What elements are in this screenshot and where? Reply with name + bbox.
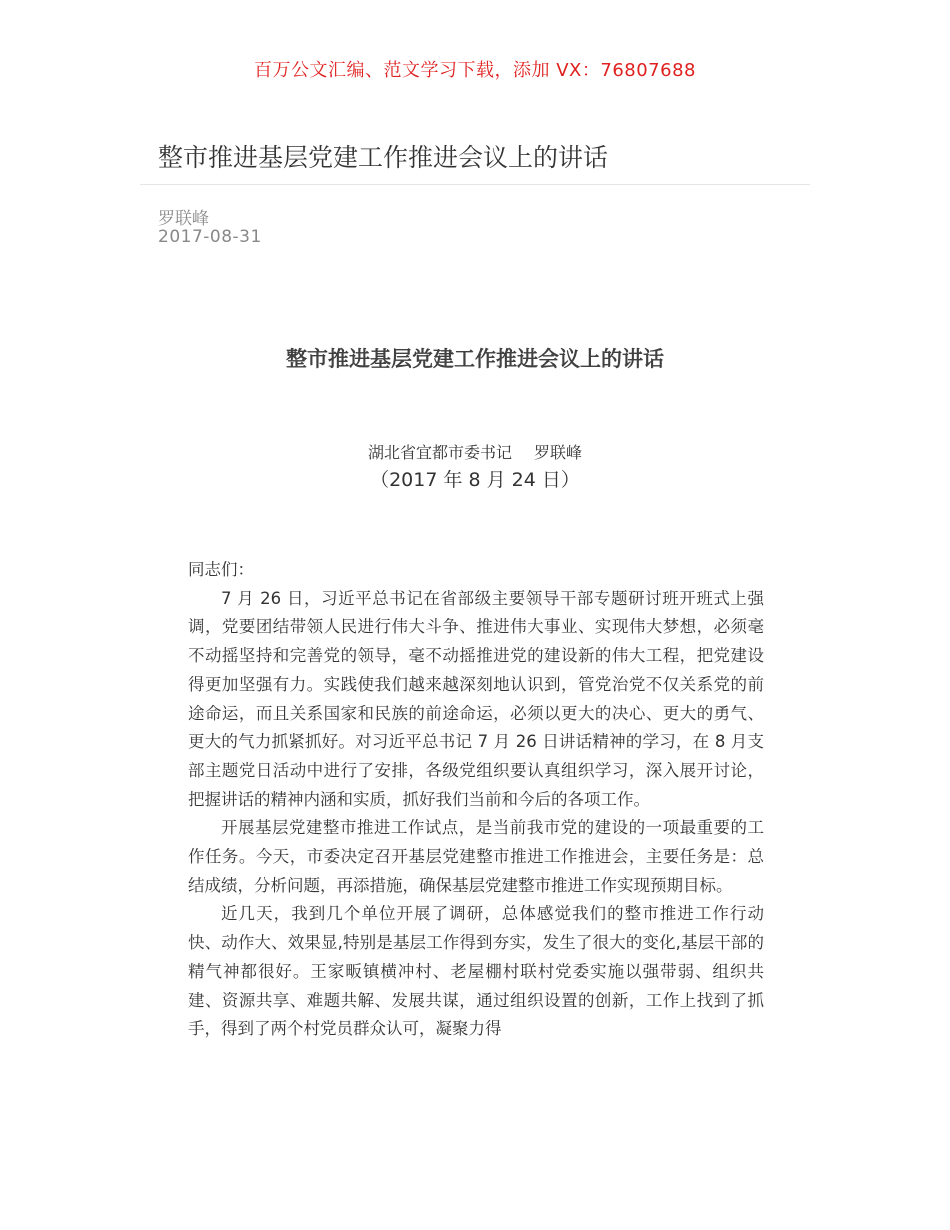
title-divider [140, 184, 810, 185]
promo-banner: 百万公文汇编、范文学习下载，添加 VX：76807688 [254, 60, 696, 81]
salutation: 同志们： [188, 560, 254, 579]
speaker-byline [0, 440, 950, 463]
body-paragraph: 7 月 26 日，习近平总书记在省部级主要领导干部专题研讨班开班式上强调，党要团结带领人民进行伟大斗争、推进伟大事业、实现伟大梦想，必须毫不动摇坚持和完善党的领导，毫不动摇推进党的建设新的伟大工程，把党建设得更加坚强有力。实践使我们越来越深刻地认识到，管党治党不仅关系党的前途命运，而且关系国家和民族的前途命运，必须以更大的决心、更大的勇气、更大的气力抓紧抓好。对习近平总书记 7 月 26 日讲话精神的学习，在 8 月支部主题党日活动中进行了安排，各级党组织要认真组织学习，深入展开讨论，把握讲话的精神内涵和实质，抓好我们当前和今后的各项工作。 [188, 588, 764, 809]
article-heading: 整市推进基层党建工作推进会议上的讲话 [286, 347, 664, 371]
body-paragraph: 近几天，我到几个单位开展了调研，总体感觉我们的整市推进工作行动快、动作大、效果显,特别是基层工作得到夯实，发生了很大的变化,基层干部的精气神都很好。王家畈镇横冲村、老屋棚村联村党委实施以强带弱、组织共建、资源共享、难题共解、发展共谋，通过组织设置的创新，工作上找到了抓手，得到了两个村党员群众认可，凝聚力得 [188, 904, 764, 1039]
speech-date: （2017 年 8 月 24 日） [370, 469, 580, 491]
author-name: 罗联峰 [158, 209, 209, 229]
body-paragraph: 开展基层党建整市推进工作试点，是当前我市党的建设的一项最重要的工作任务。今天，市委决定召开基层党建整市推进工作推进会，主要任务是：总结成绩，分析问题，再添措施，确保基层党建整市推进工作实现预期目标。 [188, 818, 764, 895]
page-title: 整市推进基层党建工作推进会议上的讲话 [158, 143, 609, 172]
speaker-name: 罗联峰 [534, 443, 583, 462]
article-body [188, 556, 764, 1044]
speaker-position: 湖北省宜都市委书记 [367, 443, 512, 462]
publish-date: 2017-08-31 [158, 227, 262, 247]
